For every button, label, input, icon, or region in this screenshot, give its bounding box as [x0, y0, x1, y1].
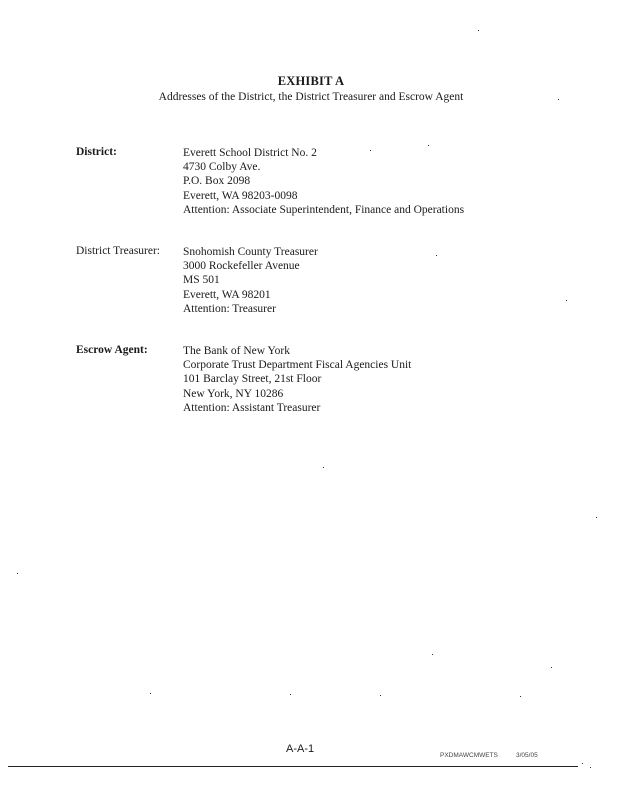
address-line: The Bank of New York: [183, 345, 291, 357]
address-line: Attention: Assistant Treasurer: [183, 401, 321, 414]
footer-rule: [8, 766, 578, 767]
address-line: 3000 Rockefeller Avenue: [183, 260, 300, 273]
address-line: Everett, WA 98203-0098: [183, 189, 298, 202]
address-line: Corporate Trust Department Fiscal Agencies Unit: [183, 359, 412, 372]
party-label: District:: [76, 146, 117, 158]
exhibit-subtitle: Addresses of the District, the District Treasurer and Escrow Agent: [158, 91, 464, 103]
party-address: [183, 344, 411, 415]
party-label: District Treasurer:: [76, 245, 161, 257]
page-number: A-A-1: [286, 743, 315, 755]
address-line: New York, NY 10286: [183, 387, 284, 400]
address-line: 4730 Colby Ave.: [183, 161, 261, 174]
address-line: Snohomish County Treasurer: [183, 246, 318, 258]
address-line: Everett, WA 98201: [183, 288, 271, 301]
party-address: [183, 245, 318, 316]
party-address: [183, 146, 464, 217]
address-line: Everett School District No. 2: [183, 147, 317, 159]
document-date-code: 3/05/05: [516, 752, 538, 759]
address-line: Attention: Treasurer: [183, 302, 276, 315]
address-line: MS 501: [183, 274, 220, 287]
exhibit-title: EXHIBIT A: [277, 74, 345, 88]
address-line: Attention: Associate Superintendent, Finance and Operations: [183, 203, 465, 216]
address-line: P.O. Box 2098: [183, 175, 251, 188]
party-label: Escrow Agent:: [76, 344, 148, 356]
address-line: 101 Barclay Street, 21st Floor: [183, 373, 322, 386]
document-code: PXDMAWCMWETS: [440, 752, 498, 759]
